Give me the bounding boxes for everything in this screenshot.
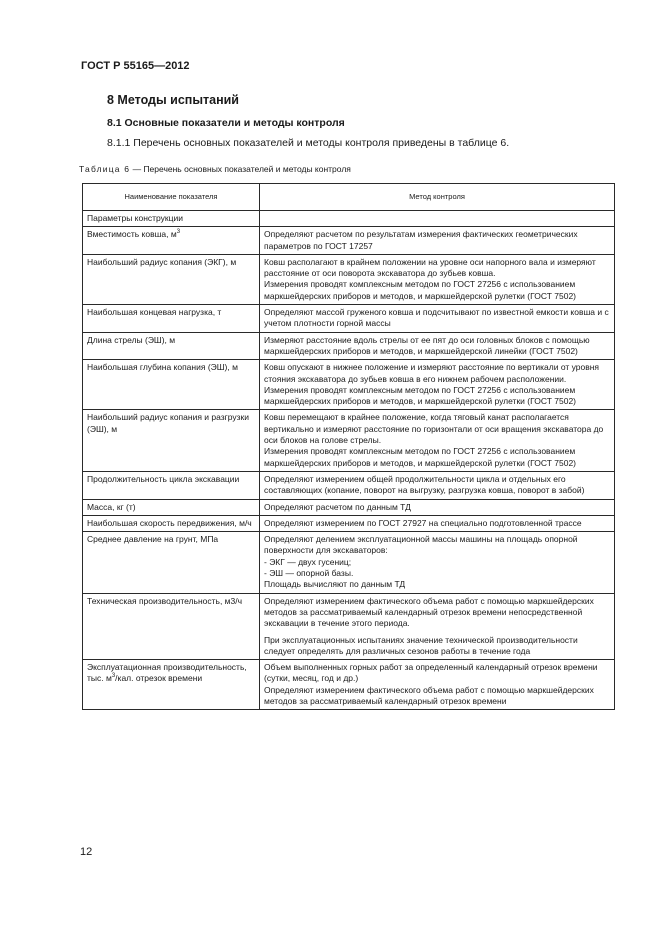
section-title: 8 Методы испытаний (107, 93, 239, 107)
table-caption-label: Таблица 6 (79, 164, 131, 174)
method-cell: Определяют расчетом по данным ТД (260, 499, 615, 515)
table-row (83, 471, 615, 499)
method-cell: Определяют расчетом по результатам измерения фактических геометрических параметров по ГОСТ 17257 (260, 227, 615, 255)
table-row (83, 515, 615, 531)
indicator-cell: Наибольшая концевая нагрузка, т (83, 305, 260, 333)
table-row (83, 360, 615, 410)
indicators-table (82, 183, 615, 710)
method-cell: Определяют измерением общей продолжительности цикла и отдельных его составляющих (копание, поворот на выгрузку, разгрузка ковша, поворот в забой) (260, 471, 615, 499)
table-row (83, 593, 615, 659)
table-row (83, 499, 615, 515)
table-row (83, 660, 615, 710)
table-row (83, 532, 615, 593)
table-row (83, 254, 615, 304)
document-code: ГОСТ Р 55165—2012 (81, 60, 190, 72)
table-caption (79, 164, 351, 174)
indicator-cell: Вместимость ковша, $м^3$ (83, 227, 260, 255)
method-cell: Ковш перемещают в крайнее положение, когда тяговый канат располагается вертикально и измеряют расстояние по горизонтали от оси вращения экскаватора до оси блоков на голове стрелы. Измерения проводят комплексным методом по ГОСТ 27256 с использованием маркшейдерских приборов и методов, и маркшейдерской рулетки (ГОСТ 7502) (260, 410, 615, 471)
indicator-cell: Техническая производительность, м3/ч (83, 593, 260, 659)
indicator-cell: Наибольший радиус копания (ЭКГ), м (83, 254, 260, 304)
intro-paragraph: 8.1.1 Перечень основных показателей и методы контроля приведены в таблице 6. (107, 137, 510, 149)
method-cell: Определяют делением эксплуатационной массы машины на площадь опорной поверхности для экскаваторов: - ЭКГ — двух гусениц; - ЭШ — опорной базы. Площадь вычисляют по данным ТД (260, 532, 615, 593)
method-cell: Объем выполненных горных работ за определенный календарный отрезок времени (сутки, месяц, год и др.) Определяют измерением фактического объема работ с помощью маркшейдерских методов за рассматриваемый календарный отрезок времени (260, 660, 615, 710)
method-cell: Ковш располагают в крайнем положении на уровне оси напорного вала и измеряют расстояние от оси поворота экскаватора до зубьев ковша. Измерения проводят комплексным методом по ГОСТ 27256 с использованием маркшейдерских приборов и методов, и маркшейдерской рулетки (ГОСТ 7502) (260, 254, 615, 304)
indicator-cell: Эксплуатационная производительность, тыс. $м^3$/кал. отрезок времени (83, 660, 260, 710)
table-header-row (83, 184, 615, 211)
header-indicator: Наименование показателя (83, 184, 260, 211)
table-row (83, 410, 615, 471)
indicator-cell: Длина стрелы (ЭШ), м (83, 332, 260, 360)
group-empty-cell (260, 211, 615, 227)
indicator-cell: Среднее давление на грунт, МПа (83, 532, 260, 593)
method-cell: Определяют массой груженого ковша и подсчитывают по известной емкости ковша и с учетом плотности горной массы (260, 305, 615, 333)
table-row (83, 227, 615, 255)
method-cell: Определяют измерением фактического объема работ с помощью маркшейдерских методов за рассматриваемый календарный отрезок времени непосредственной экскавации в течение этого периода. При эксплуатационных испытаниях значение технической производительности следует определять для различных сезонов работы в течение года (260, 593, 615, 659)
page-number: 12 (80, 846, 93, 858)
subsection-title: 8.1 Основные показатели и методы контроля (107, 117, 345, 129)
indicator-cell: Наибольший радиус копания и разгрузки (ЭШ), м (83, 410, 260, 471)
table-group-row (83, 211, 615, 227)
table-row (83, 332, 615, 360)
method-cell: Определяют измерением по ГОСТ 27927 на специально подготовленной трассе (260, 515, 615, 531)
table-caption-text: — Перечень основных показателей и методы контроля (130, 164, 351, 174)
indicator-cell: Масса, кг (т) (83, 499, 260, 515)
method-cell: Ковш опускают в нижнее положение и измеряют расстояние по вертикали от уровня стояния экскаватора до зубьев ковша в его нижнем рабочем расположении. Измерения проводят комплексным методом по ГОСТ 27256 с использованием маркшейдерских приборов и методов, и маркшейдерской рулетки (ГОСТ 7502) (260, 360, 615, 410)
method-cell: Измеряют расстояние вдоль стрелы от ее пят до оси головных блоков с помощью маркшейдерских приборов и методов, и маркшейдерской линейки (ГОСТ 7502) (260, 332, 615, 360)
table-row (83, 305, 615, 333)
header-method: Метод контроля (260, 184, 615, 211)
indicator-cell: Наибольшая глубина копания (ЭШ), м (83, 360, 260, 410)
group-label: Параметры конструкции (83, 211, 260, 227)
indicator-cell: Продолжительность цикла экскавации (83, 471, 260, 499)
indicator-cell: Наибольшая скорость передвижения, м/ч (83, 515, 260, 531)
